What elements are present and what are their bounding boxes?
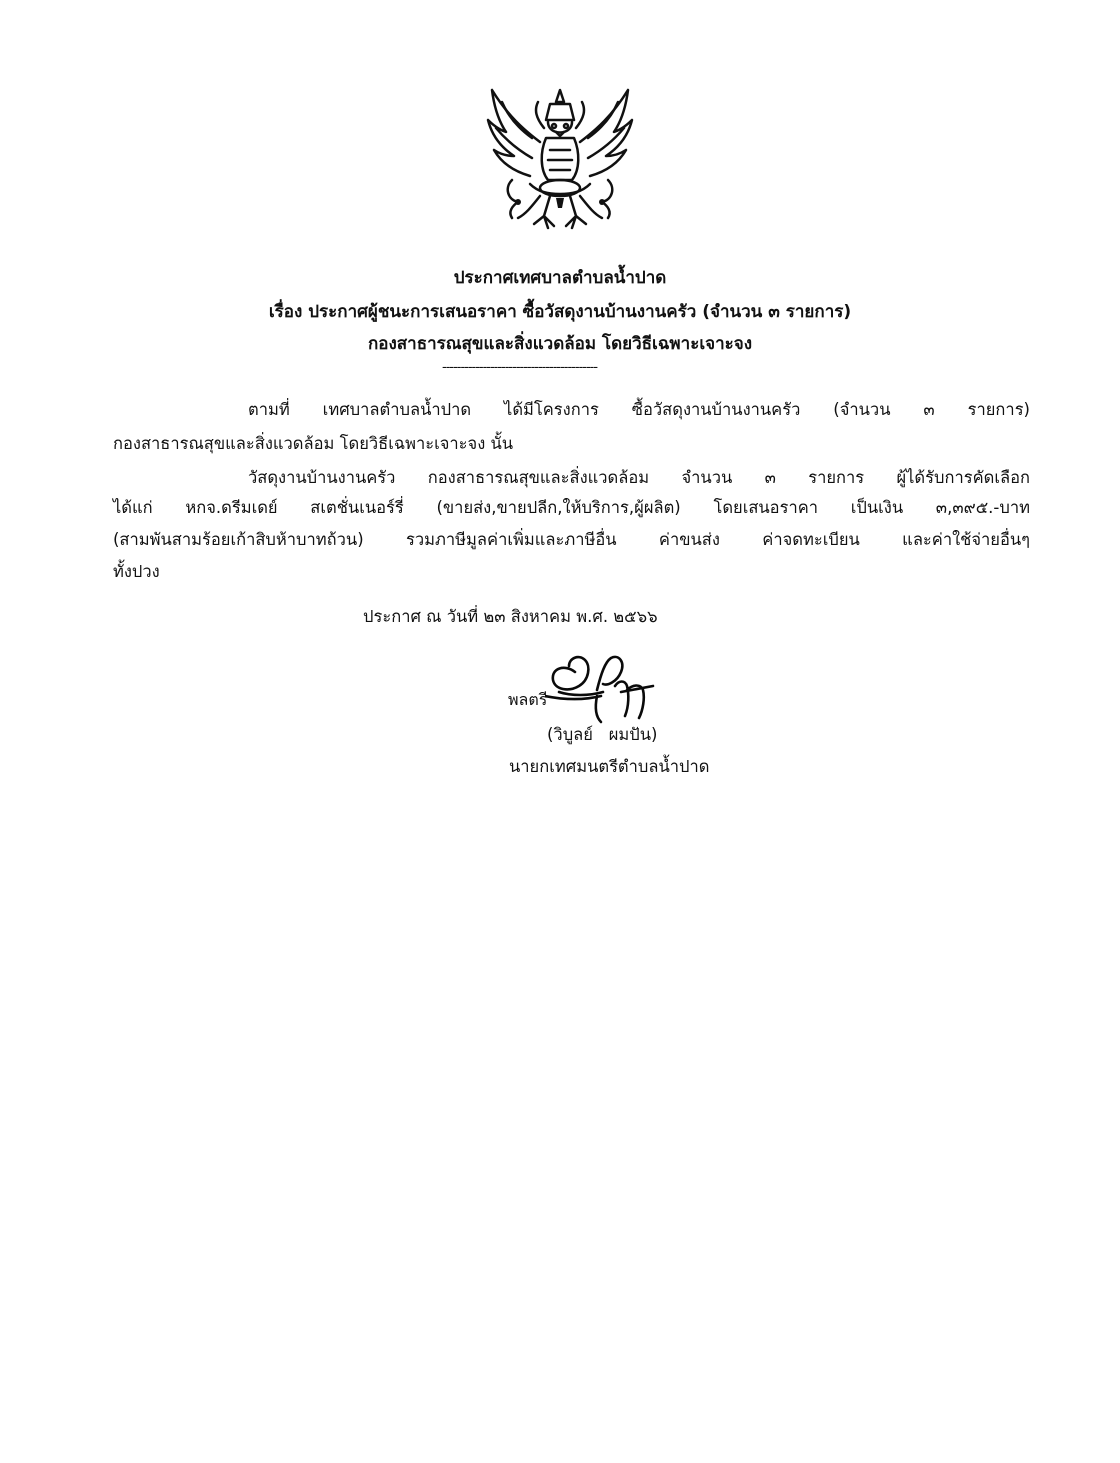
handwritten-signature [545, 650, 660, 725]
body-paragraph-2-line-2: ได้แก่ หกจ.ดรีมเดย์ สเตชั่นเนอร์รี่ (ขายส่ง,ขายปลีก,ให้บริการ,ผู้ผลิต) โดยเสนอราคา เป็นเงิน ๓,๓๙๕.-บาท [113, 498, 1030, 517]
announcement-subject: เรื่อง ประกาศผู้ชนะการเสนอราคา ซื้อวัสดุงานบ้านงานครัว (จำนวน ๓ รายการ) [268, 302, 852, 322]
signatory-rank: พลตรี [508, 690, 548, 709]
announce-date: ประกาศ ณ วันที่ ๒๓ สิงหาคม พ.ศ. ๒๕๖๖ [363, 607, 658, 626]
signatory-title: นายกเทศมนตรีตำบลน้ำปาด [509, 757, 710, 776]
body-paragraph-1-line-2: กองสาธารณสุขและสิ่งแวดล้อม โดยวิธีเฉพาะเจาะจง นั้น [113, 434, 514, 453]
body-paragraph-2-line-4: ทั้งปวง [113, 562, 160, 581]
body-paragraph-1-line-1: ตามที่ เทศบาลตำบลน้ำปาด ได้มีโครงการ ซื้อวัสดุงานบ้านงานครัว (จำนวน ๓ รายการ) [248, 400, 1030, 419]
announcement-title: ประกาศเทศบาลตำบลน้ำปาด [453, 268, 667, 288]
body-paragraph-2-line-1: วัสดุงานบ้านงานครัว กองสาธารณสุขและสิ่งแวดล้อม จำนวน ๓ รายการ ผู้ได้รับการคัดเลือก [248, 468, 1030, 487]
header-divider: ------------------------------------------ [442, 360, 598, 375]
body-paragraph-2-line-3: (สามพันสามร้อยเก้าสิบห้าบาทถ้วน) รวมภาษีมูลค่าเพิ่มและภาษีอื่น ค่าขนส่ง ค่าจดทะเบียน และค่าใช้จ่ายอื่นๆ [113, 530, 1030, 549]
announcement-department: กองสาธารณสุขและสิ่งแวดล้อม โดยวิธีเฉพาะเจาะจง [367, 334, 753, 354]
garuda-emblem-icon [478, 80, 642, 238]
signatory-name: (วิบูลย์ ผมปัน) [547, 725, 658, 744]
